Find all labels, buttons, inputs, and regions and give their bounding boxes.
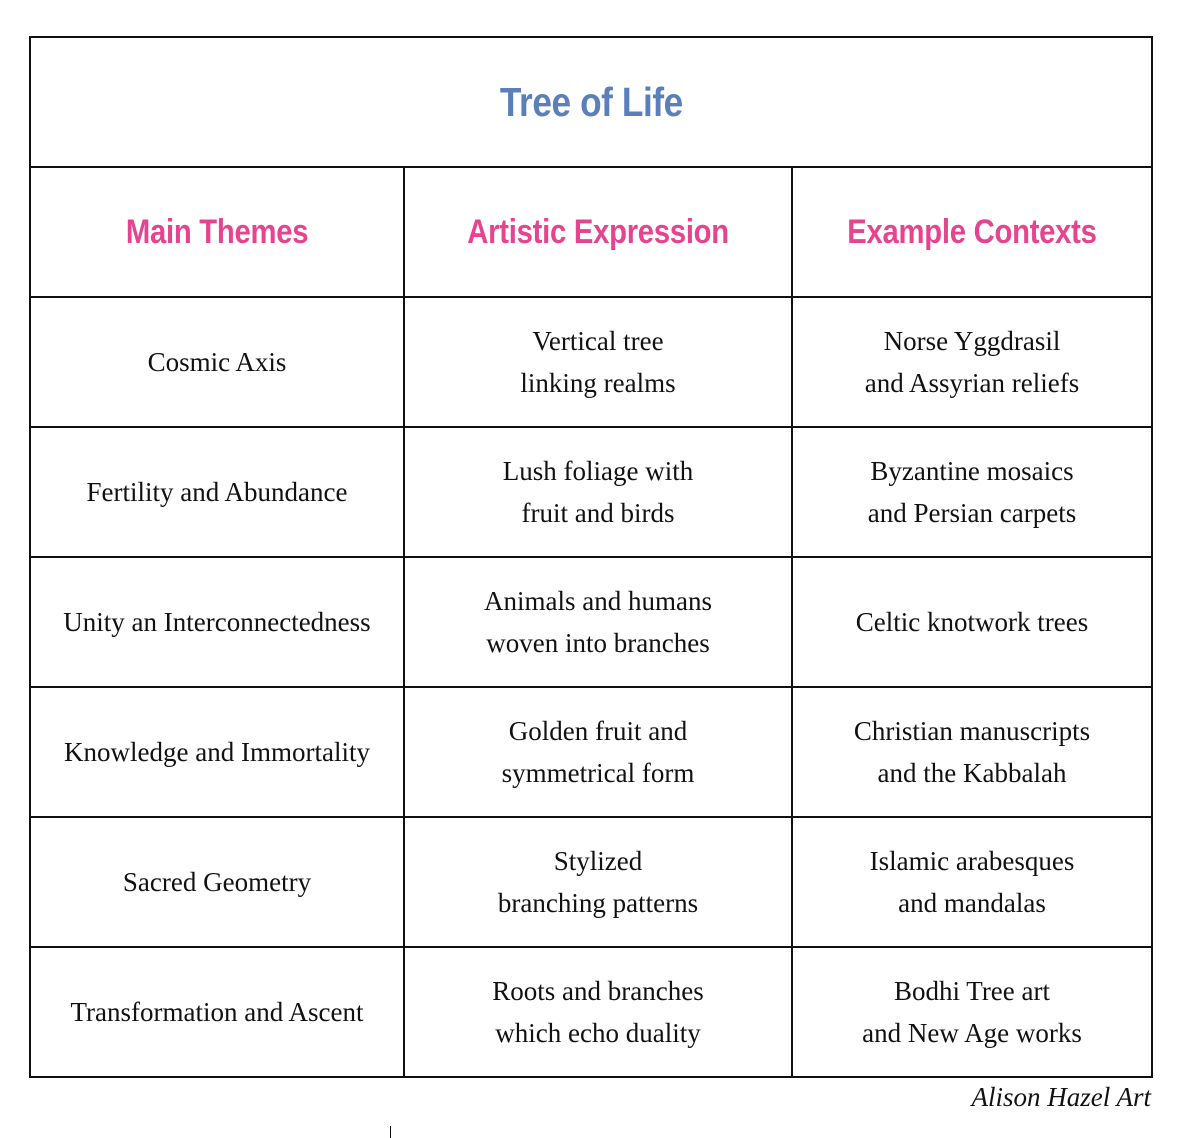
theme-text: Cosmic Axis xyxy=(147,347,287,377)
context-cell xyxy=(792,817,1152,947)
expression-line: Vertical tree xyxy=(532,326,664,356)
table-row xyxy=(30,297,1152,427)
expression-line: woven into branches xyxy=(486,628,710,658)
context-line: Norse Yggdrasil xyxy=(883,326,1061,356)
tree-of-life-table-sheet xyxy=(29,36,1151,1078)
theme-cell xyxy=(30,427,404,557)
text-cursor xyxy=(390,1126,391,1138)
column-header-example-contexts: Example Contexts xyxy=(792,167,1152,297)
theme-cell xyxy=(30,817,404,947)
context-line: and Assyrian reliefs xyxy=(864,368,1080,398)
expression-line: branching patterns xyxy=(497,888,699,918)
expression-line: Animals and humans xyxy=(484,586,712,616)
table-row xyxy=(30,557,1152,687)
context-line: and the Kabbalah xyxy=(877,758,1067,788)
header-row xyxy=(30,167,1152,297)
context-line: Christian manuscripts xyxy=(853,716,1091,746)
table-title: Tree of Life xyxy=(499,78,683,125)
context-line: and mandalas xyxy=(898,888,1046,918)
theme-cell xyxy=(30,297,404,427)
column-header-main-themes: Main Themes xyxy=(30,167,404,297)
expression-cell xyxy=(404,687,792,817)
tree-of-life-table xyxy=(29,36,1153,1078)
theme-text: Sacred Geometry xyxy=(122,867,312,897)
theme-text: Knowledge and Immortality xyxy=(64,737,370,767)
expression-line: Golden fruit and xyxy=(508,716,688,746)
expression-cell xyxy=(404,427,792,557)
expression-line: which echo duality xyxy=(495,1018,701,1048)
theme-cell xyxy=(30,947,404,1077)
context-line: Celtic knotwork trees xyxy=(855,607,1089,637)
artist-signature: Alison Hazel Art xyxy=(971,1082,1151,1112)
expression-line: Roots and branches xyxy=(492,976,704,1006)
table-body xyxy=(30,297,1152,1077)
expression-line: fruit and birds xyxy=(521,498,675,528)
context-cell xyxy=(792,557,1152,687)
table-row xyxy=(30,427,1152,557)
table-row xyxy=(30,817,1152,947)
context-cell xyxy=(792,687,1152,817)
table-row xyxy=(30,687,1152,817)
context-line: and New Age works xyxy=(862,1018,1082,1048)
column-header-artistic-expression: Artistic Expression xyxy=(404,167,792,297)
context-line: Islamic arabesques xyxy=(869,846,1075,876)
context-cell xyxy=(792,427,1152,557)
expression-cell xyxy=(404,297,792,427)
theme-text: Unity an Interconnectedness xyxy=(63,607,371,637)
theme-text: Fertility and Abundance xyxy=(86,477,348,507)
theme-cell xyxy=(30,557,404,687)
expression-line: Lush foliage with xyxy=(502,456,694,486)
theme-cell xyxy=(30,687,404,817)
expression-cell xyxy=(404,817,792,947)
context-line: Bodhi Tree art xyxy=(894,976,1051,1006)
theme-text: Transformation and Ascent xyxy=(70,997,364,1027)
title-row xyxy=(30,37,1152,167)
context-cell xyxy=(792,947,1152,1077)
expression-line: Stylized xyxy=(553,846,643,876)
table-title-cell xyxy=(30,37,1152,167)
expression-cell xyxy=(404,557,792,687)
table-row xyxy=(30,947,1152,1077)
expression-line: symmetrical form xyxy=(501,758,695,788)
context-line: Byzantine mosaics xyxy=(870,456,1074,486)
expression-line: linking realms xyxy=(520,368,676,398)
context-cell xyxy=(792,297,1152,427)
context-line: and Persian carpets xyxy=(867,498,1077,528)
expression-cell xyxy=(404,947,792,1077)
